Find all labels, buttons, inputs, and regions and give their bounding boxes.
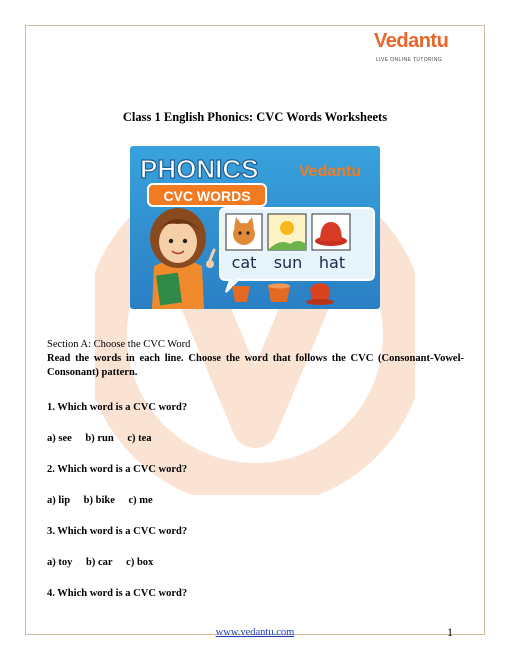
question-1-option-a[interactable]: a) see bbox=[47, 433, 72, 444]
document-title: Class 1 English Phonics: CVC Words Worksheets bbox=[122, 110, 388, 124]
banner-word-sun: sun bbox=[273, 253, 303, 272]
question-3-options bbox=[47, 557, 164, 568]
question-3-option-a[interactable]: a) toy bbox=[47, 557, 73, 568]
question-2-option-b[interactable]: b) bike bbox=[83, 495, 115, 506]
section-a-instructions: Read the words in each line. Choose the word that follows the CVC (Consonant-Vowel-Consonant) pattern. bbox=[47, 353, 464, 378]
cat-picture-icon bbox=[226, 214, 262, 250]
question-4-prompt: 4. Which word is a CVC word? bbox=[47, 588, 188, 599]
phonics-banner-image bbox=[130, 146, 380, 309]
footer-website-link[interactable]: www.vedantu.com bbox=[215, 627, 295, 638]
banner-word-cat: cat bbox=[231, 253, 257, 272]
question-3-option-c[interactable]: c) box bbox=[126, 557, 154, 568]
question-2-option-a[interactable]: a) lip bbox=[47, 495, 71, 506]
logo-wordmark: Vedantu bbox=[374, 30, 449, 52]
vedantu-logo[interactable] bbox=[374, 30, 470, 68]
question-2-options bbox=[47, 495, 164, 506]
page-number: 1 bbox=[447, 625, 453, 639]
question-3-option-b[interactable]: b) car bbox=[86, 557, 113, 568]
banner-brand: Vedantu bbox=[298, 163, 362, 180]
question-1-option-c[interactable]: c) tea bbox=[127, 433, 152, 444]
question-2-option-c[interactable]: c) me bbox=[128, 495, 153, 506]
banner-illustration bbox=[130, 146, 380, 309]
question-1-option-b[interactable]: b) run bbox=[85, 433, 114, 444]
question-2-prompt: 2. Which word is a CVC word? bbox=[47, 464, 188, 475]
banner-word-hat: hat bbox=[318, 253, 346, 272]
question-1-prompt: 1. Which word is a CVC word? bbox=[47, 402, 188, 413]
banner-subheading: CVC WORDS bbox=[163, 188, 251, 204]
section-a-heading: Section A: Choose the CVC Word bbox=[47, 339, 191, 350]
sun-picture-icon bbox=[268, 214, 306, 250]
logo-tagline: LIVE ONLINE TUTORING bbox=[376, 57, 443, 63]
question-3-prompt: 3. Which word is a CVC word? bbox=[47, 526, 188, 537]
banner-heading: PHONICS bbox=[140, 154, 259, 184]
hat-picture-icon bbox=[312, 214, 350, 250]
question-1-options bbox=[47, 433, 163, 444]
